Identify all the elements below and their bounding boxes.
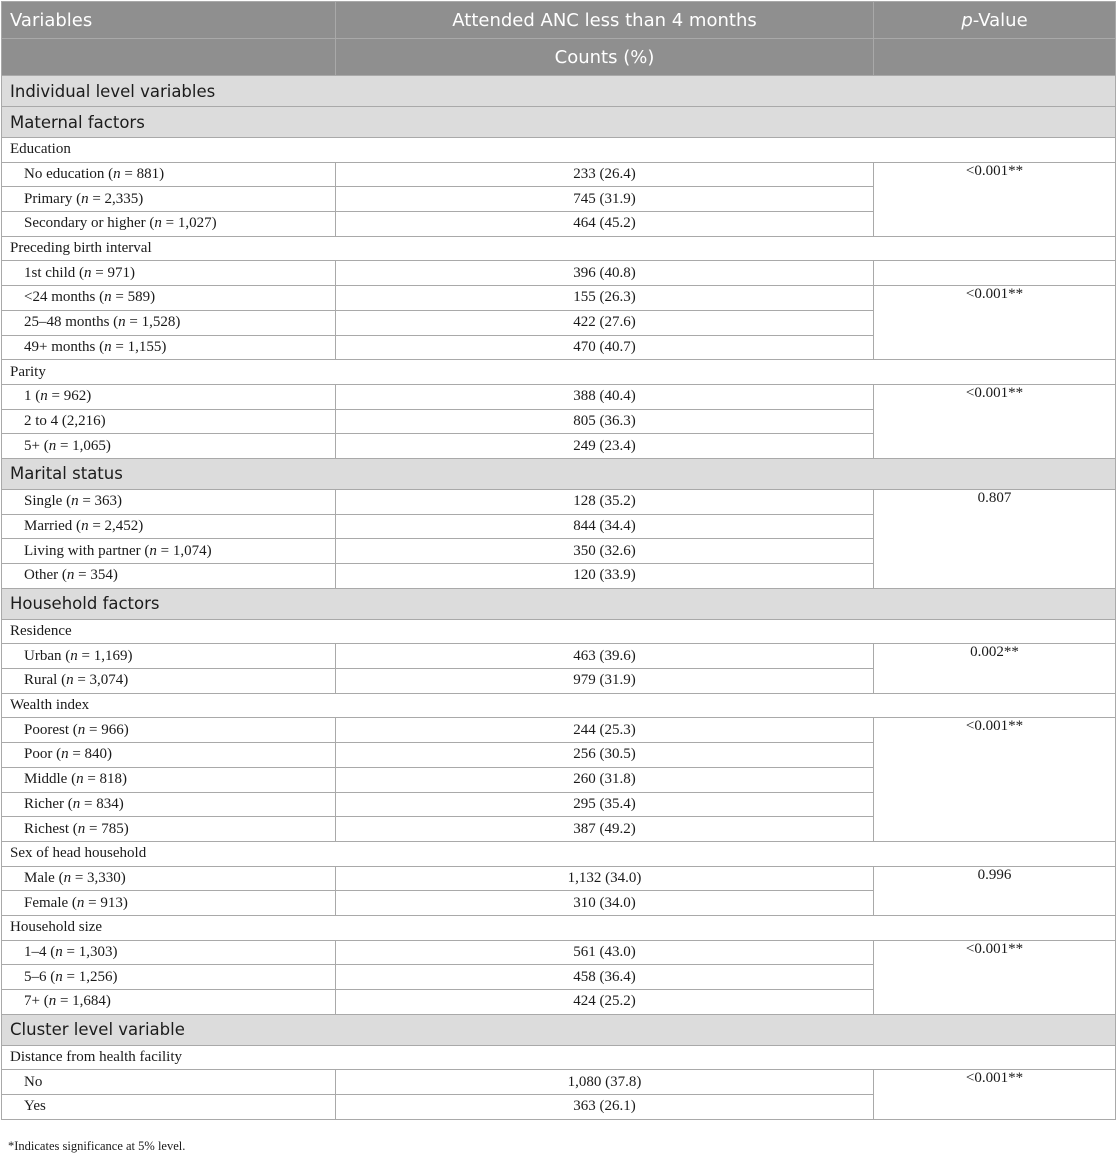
row-count: 244 (25.3) (336, 718, 874, 743)
row-count: 233 (26.4) (336, 162, 874, 187)
row-count: 464 (45.2) (336, 212, 874, 237)
subgroup-title: Education (2, 138, 1116, 163)
row-label: 2 to 4 (2,216) (2, 409, 336, 434)
table-row (2, 1070, 1116, 1095)
row-count: 396 (40.8) (336, 261, 874, 286)
row-label: Married (n = 2,452) (2, 514, 336, 539)
row-p-value: 0.807 (874, 489, 1116, 588)
table-row (2, 644, 1116, 669)
row-count: 979 (31.9) (336, 669, 874, 694)
row-label: 1 (n = 962) (2, 384, 336, 409)
section-title: Household factors (2, 588, 1116, 619)
subgroup-header (2, 619, 1116, 644)
row-count: 805 (36.3) (336, 409, 874, 434)
subgroup-header (2, 236, 1116, 261)
row-count: 128 (35.2) (336, 489, 874, 514)
subgroup-title: Preceding birth interval (2, 236, 1116, 261)
row-count: 249 (23.4) (336, 434, 874, 459)
row-label: Primary (n = 2,335) (2, 187, 336, 212)
subgroup-header (2, 693, 1116, 718)
row-label: Urban (n = 1,169) (2, 644, 336, 669)
table-row (2, 261, 1116, 286)
row-label: <24 months (n = 589) (2, 286, 336, 311)
row-count: 470 (40.7) (336, 335, 874, 360)
row-p-value: <0.001** (874, 286, 1116, 360)
row-label: Single (n = 363) (2, 489, 336, 514)
row-label: Poorest (n = 966) (2, 718, 336, 743)
section-header (2, 458, 1116, 489)
row-p-value: <0.001** (874, 384, 1116, 458)
row-count: 155 (26.3) (336, 286, 874, 311)
row-label: Living with partner (n = 1,074) (2, 539, 336, 564)
row-p-value: <0.001** (874, 940, 1116, 1014)
table-row (2, 489, 1116, 514)
row-label: 49+ months (n = 1,155) (2, 335, 336, 360)
section-title: Cluster level variable (2, 1014, 1116, 1045)
row-count: 1,132 (34.0) (336, 866, 874, 891)
section-title: Marital status (2, 458, 1116, 489)
row-label: Poor (n = 840) (2, 743, 336, 768)
row-label: Male (n = 3,330) (2, 866, 336, 891)
row-count: 561 (43.0) (336, 940, 874, 965)
row-label: Female (n = 913) (2, 891, 336, 916)
row-p-value: <0.001** (874, 1070, 1116, 1119)
table-row (2, 940, 1116, 965)
row-count: 463 (39.6) (336, 644, 874, 669)
table-row (2, 718, 1116, 743)
row-label: No (2, 1070, 336, 1095)
row-count: 295 (35.4) (336, 792, 874, 817)
row-count: 458 (36.4) (336, 965, 874, 990)
row-label: 25–48 months (n = 1,528) (2, 310, 336, 335)
header-empty-3 (874, 39, 1116, 76)
subgroup-title: Residence (2, 619, 1116, 644)
row-count: 256 (30.5) (336, 743, 874, 768)
table-row (2, 866, 1116, 891)
row-p-value: <0.001** (874, 718, 1116, 841)
row-count: 388 (40.4) (336, 384, 874, 409)
row-p-value: <0.001** (874, 162, 1116, 236)
row-label: 1–4 (n = 1,303) (2, 940, 336, 965)
section-title: Individual level variables (2, 76, 1116, 107)
header-p-value: p-Value (874, 2, 1116, 39)
section-header (2, 107, 1116, 138)
subgroup-title: Distance from health facility (2, 1045, 1116, 1070)
subgroup-header (2, 138, 1116, 163)
subgroup-title: Parity (2, 360, 1116, 385)
footnote: *Indicates significance at 5% level. (8, 1139, 186, 1153)
subgroup-title: Household size (2, 915, 1116, 940)
row-count: 260 (31.8) (336, 767, 874, 792)
subgroup-title: Wealth index (2, 693, 1116, 718)
header-empty-1 (2, 39, 336, 76)
row-count: 363 (26.1) (336, 1095, 874, 1120)
row-count: 844 (34.4) (336, 514, 874, 539)
section-title: Maternal factors (2, 107, 1116, 138)
row-label: 7+ (n = 1,684) (2, 990, 336, 1015)
row-label: Middle (n = 818) (2, 767, 336, 792)
section-header (2, 76, 1116, 107)
row-count: 310 (34.0) (336, 891, 874, 916)
section-header (2, 588, 1116, 619)
subgroup-header (2, 1045, 1116, 1070)
row-label: Rural (n = 3,074) (2, 669, 336, 694)
subgroup-header (2, 360, 1116, 385)
table-body (2, 76, 1116, 1120)
row-label: Richer (n = 834) (2, 792, 336, 817)
row-label: No education (n = 881) (2, 162, 336, 187)
subgroup-header (2, 915, 1116, 940)
row-label: Secondary or higher (n = 1,027) (2, 212, 336, 237)
row-p-value: 0.002** (874, 644, 1116, 693)
row-label: Richest (n = 785) (2, 817, 336, 842)
row-p-value: 0.996 (874, 866, 1116, 915)
table-row (2, 286, 1116, 311)
row-count: 120 (33.9) (336, 564, 874, 589)
row-label: 5+ (n = 1,065) (2, 434, 336, 459)
row-count: 424 (25.2) (336, 990, 874, 1015)
header-attended-anc: Attended ANC less than 4 months (336, 2, 874, 39)
row-label: 1st child (n = 971) (2, 261, 336, 286)
row-label: Other (n = 354) (2, 564, 336, 589)
header-variables: Variables (2, 2, 336, 39)
row-count: 387 (49.2) (336, 817, 874, 842)
anc-table (1, 1, 1116, 1120)
section-header (2, 1014, 1116, 1045)
row-count: 745 (31.9) (336, 187, 874, 212)
subgroup-header (2, 841, 1116, 866)
row-count: 350 (32.6) (336, 539, 874, 564)
subgroup-title: Sex of head household (2, 841, 1116, 866)
row-label: 5–6 (n = 1,256) (2, 965, 336, 990)
row-p-empty (874, 261, 1116, 286)
row-label: Yes (2, 1095, 336, 1120)
row-count: 422 (27.6) (336, 310, 874, 335)
table-row (2, 384, 1116, 409)
row-count: 1,080 (37.8) (336, 1070, 874, 1095)
header-counts: Counts (%) (336, 39, 874, 76)
table-row (2, 162, 1116, 187)
